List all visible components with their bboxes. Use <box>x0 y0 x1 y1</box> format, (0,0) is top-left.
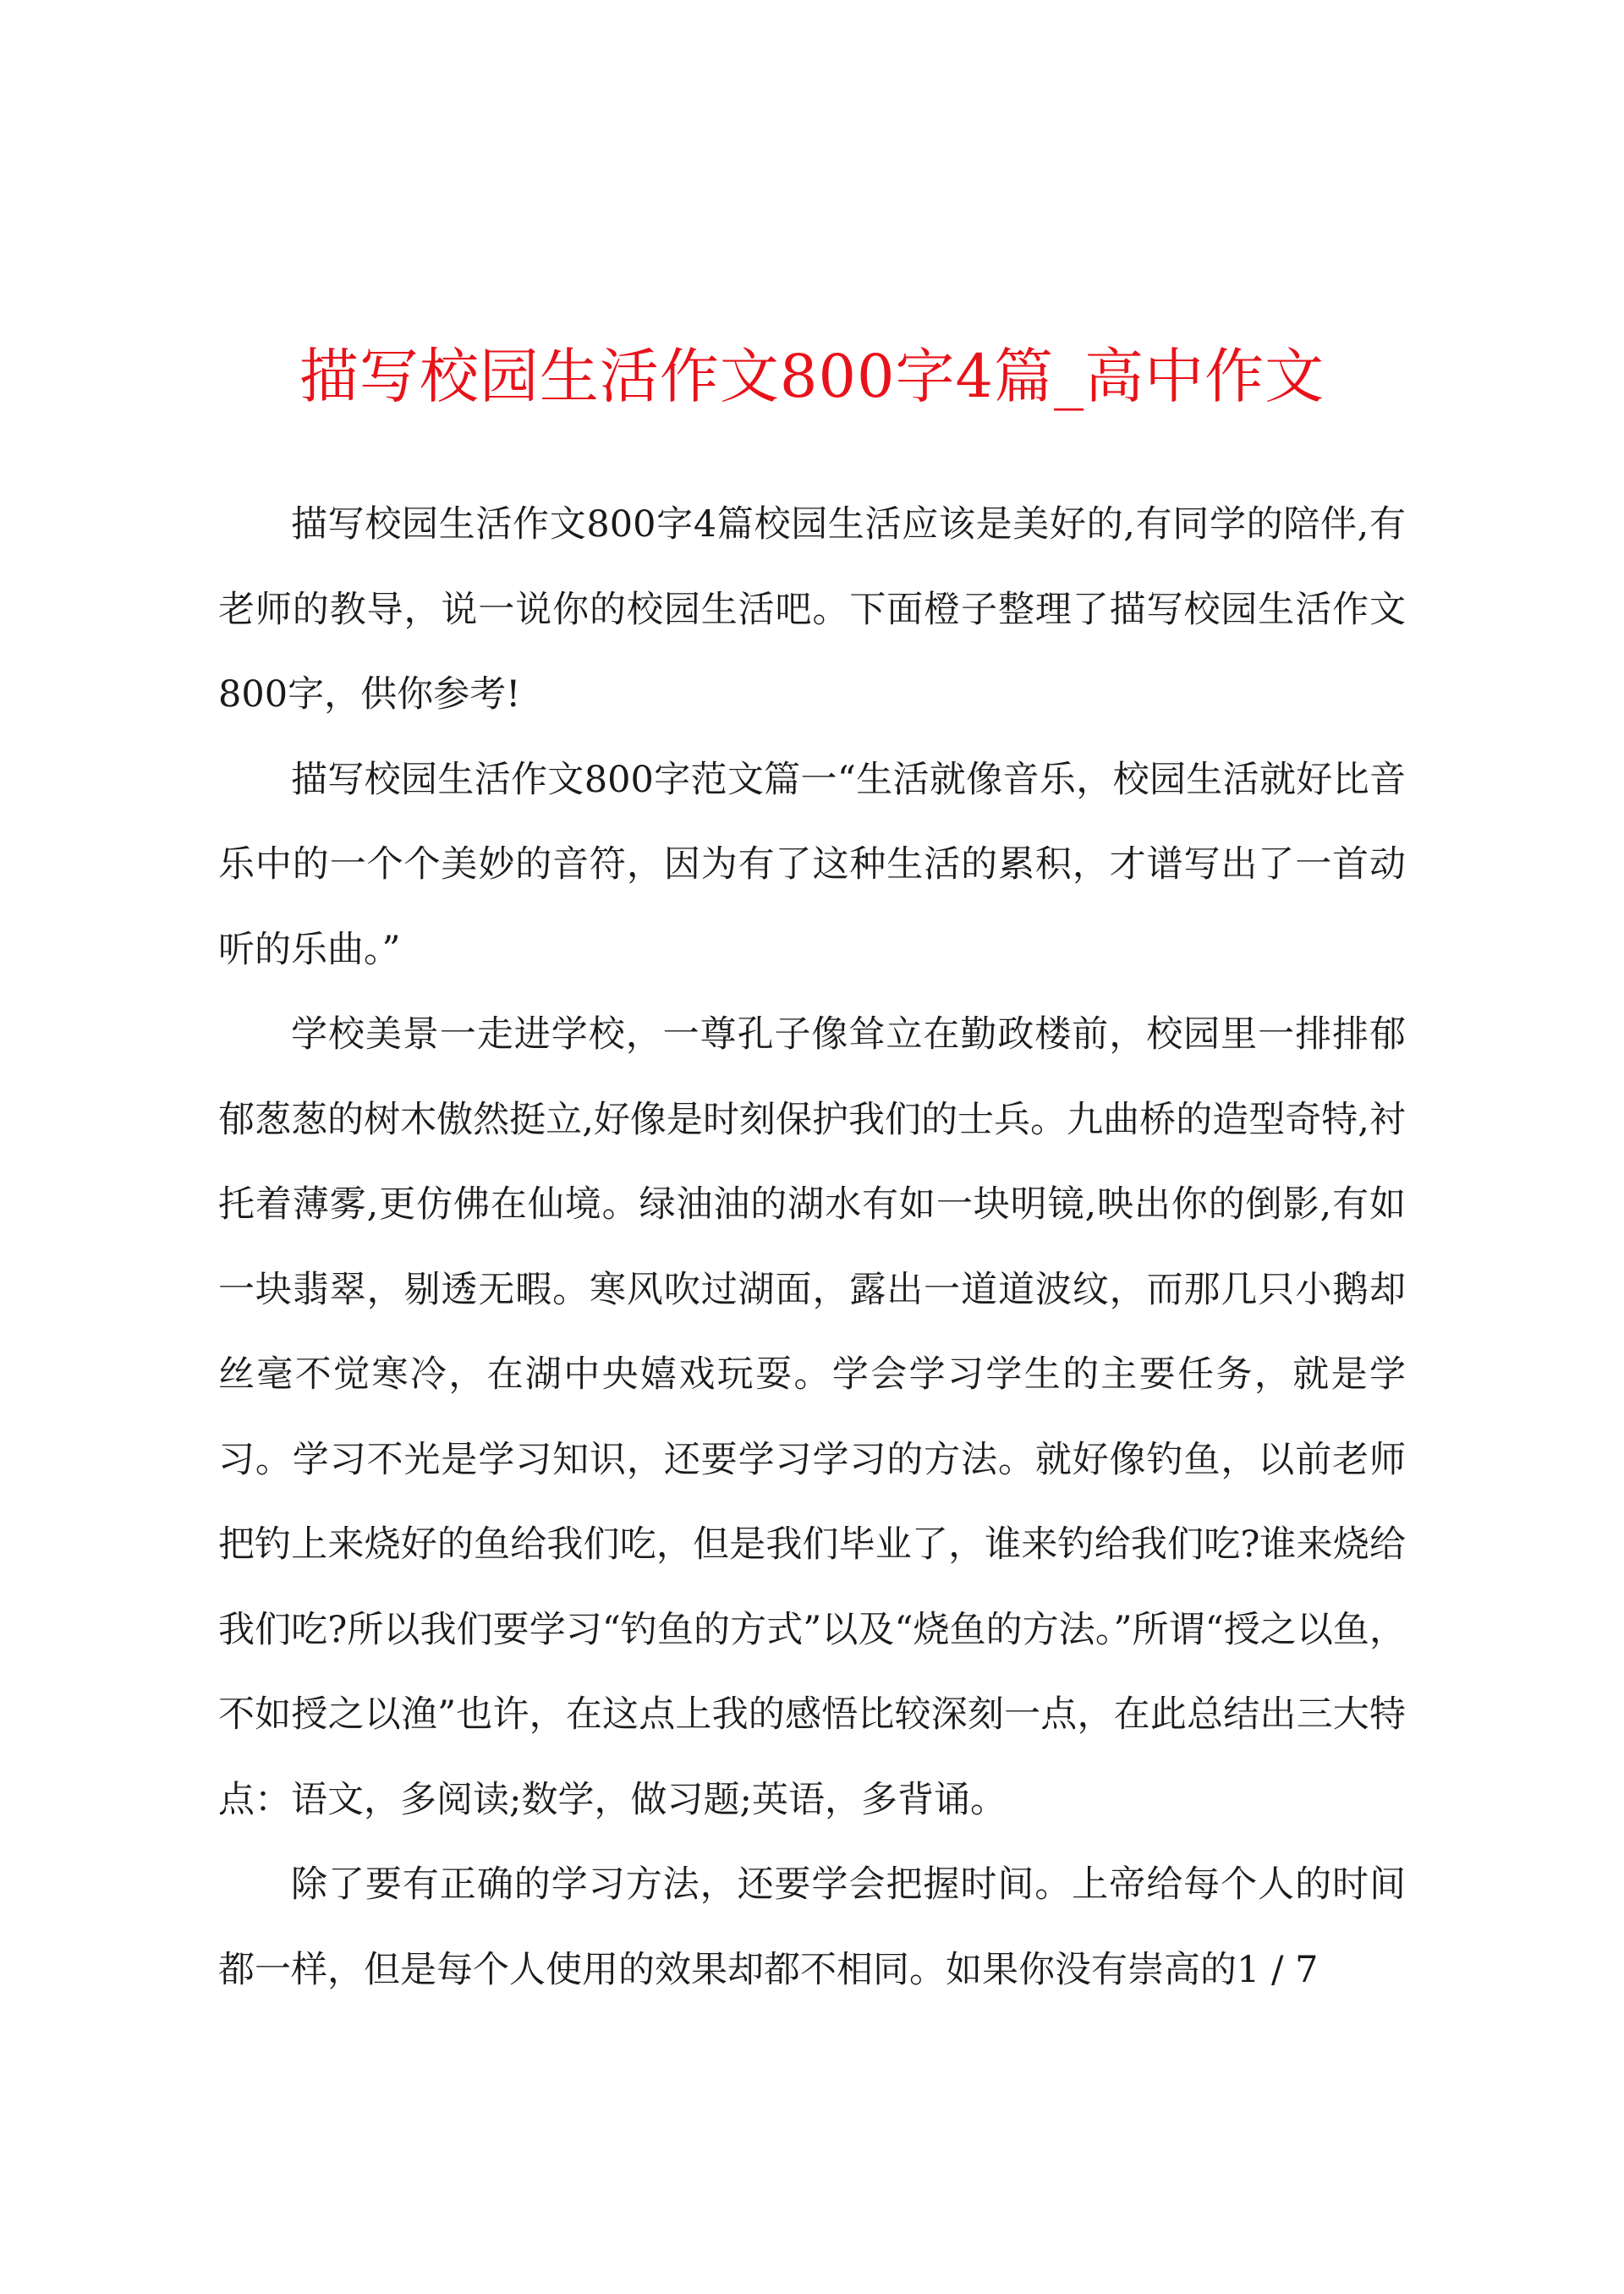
paragraph-time-management-text: 除了要有正确的学习方法，还要学会把握时间。上帝给每个人的时间都一样，但是每个人使用的效果却都不相同。如果你没有崇高的 <box>218 1863 1406 1991</box>
paragraph-school-scenery: 学校美景一走进学校，一尊孔子像耸立在勤政楼前，校园里一排排郁郁葱葱的树木傲然挺立,好像是时刻保护我们的士兵。九曲桥的造型奇特,衬托着薄雾,更仿佛在仙境。绿油油的湖水有如一块明镜,映出你的倒影,有如一块翡翠，剔透无暇。寒风吹过湖面，露出一道道波纹，而那几只小鹅却丝毫不觉寒冷，在湖中央嬉戏玩耍。学会学习学生的主要任务，就是学习。学习不光是学习知识，还要学习学习的方法。就好像钓鱼，以前老师把钓上来烧好的鱼给我们吃，但是我们毕业了，谁来钓给我们吃?谁来烧给我们吃?所以我们要学习“钓鱼的方式”以及“烧鱼的方法。”所谓“授之以鱼，不如授之以渔”也许，在这点上我的感悟比较深刻一点，在此总结出三大特点：语文，多阅读;数学，做习题;英语，多背诵。 <box>218 1013 1406 1821</box>
page-number: 1 / 7 <box>1237 1948 1319 1991</box>
paragraph-essay-one-opening: 描写校园生活作文800字范文篇一“生活就像音乐，校园生活就好比音乐中的一个个美妙的音符，因为有了这种生活的累积，才谱写出了一首动听的乐曲。” <box>218 758 1406 971</box>
document-title: 描写校园生活作文800字4篇_高中作文 <box>299 342 1325 411</box>
paragraph-intro: 描写校园生活作文800字4篇校园生活应该是美好的,有同学的陪伴,有老师的教导，说一说你的校园生活吧。下面橙子整理了描写校园生活作文800字，供你参考! <box>218 503 1406 716</box>
paragraph-time-management <box>218 1842 1406 2012</box>
document-body <box>218 482 1406 2012</box>
